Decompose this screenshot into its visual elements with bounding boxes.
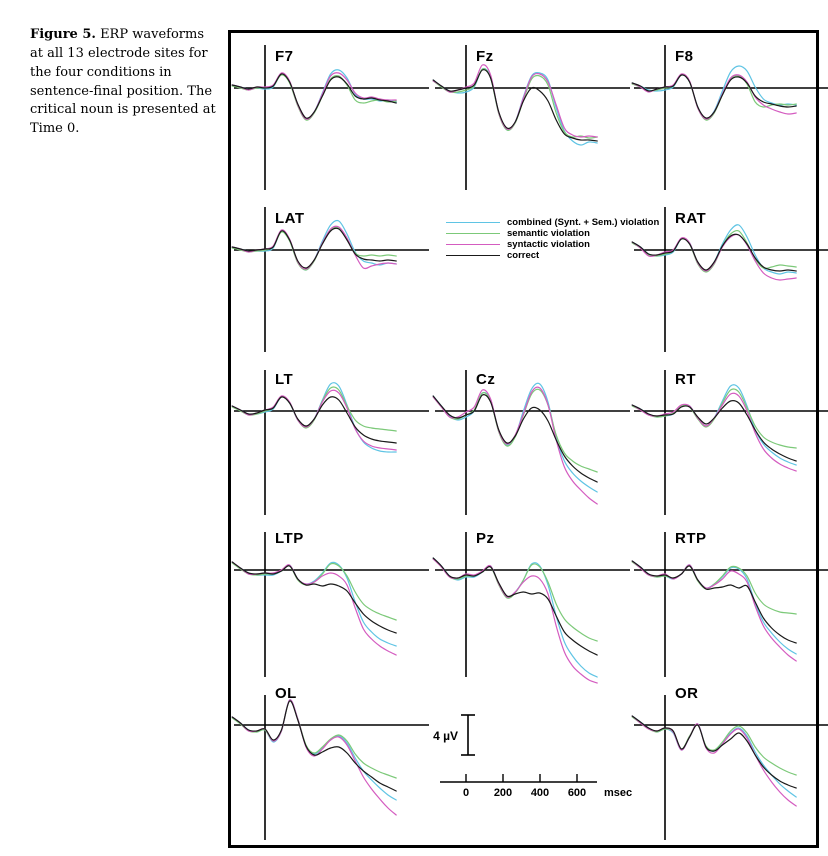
- legend-line-swatch-syntactic: [446, 244, 500, 245]
- erp-panel-plot-Cz: [432, 358, 632, 520]
- electrode-label-RTP: RTP: [675, 530, 707, 547]
- electrode-label-RAT: RAT: [675, 210, 707, 227]
- electrode-label-LT: LT: [275, 371, 294, 388]
- time-tick-label-200: 200: [493, 787, 513, 799]
- waveform-correct-OL: [232, 701, 396, 791]
- waveform-correct-RTP: [632, 561, 796, 643]
- waveform-syntactic-LTP: [232, 562, 396, 655]
- waveform-combined-LT: [232, 383, 396, 452]
- figure-caption: [30, 26, 220, 139]
- time-tick-label-0: 0: [462, 787, 470, 799]
- erp-panel-plot-LT: [231, 358, 431, 520]
- waveform-correct-F7: [232, 74, 396, 118]
- erp-panel-F7: [231, 33, 431, 195]
- erp-panel-RT: [631, 358, 828, 520]
- electrode-label-Fz: Fz: [476, 48, 494, 65]
- erp-panel-Pz: [432, 520, 632, 682]
- erp-figure-frame: [228, 30, 819, 848]
- legend-item-correct: [446, 250, 659, 261]
- time-unit-label: msec: [604, 787, 633, 799]
- legend-label-semantic: semantic violation: [507, 227, 590, 239]
- electrode-label-OR: OR: [675, 685, 699, 702]
- waveform-correct-F8: [632, 75, 796, 118]
- waveform-correct-OR: [632, 716, 796, 788]
- erp-panel-OL: [231, 683, 431, 845]
- waveform-semantic-LT: [232, 387, 396, 431]
- erp-panel-plot-F7: [231, 33, 431, 195]
- erp-panel-plot-LAT: [231, 195, 431, 357]
- figure-caption-text: ERP waveforms at all 13 electrode sites for the four conditions in sentence-final position. The critical noun is presented at Time 0.: [30, 27, 216, 137]
- waveform-combined-RTP: [632, 561, 796, 654]
- erp-panel-plot-RAT: [631, 195, 828, 357]
- waveform-syntactic-OR: [632, 716, 796, 806]
- legend-line-swatch-semantic: [446, 233, 500, 234]
- time-tick-label-600: 600: [567, 787, 587, 799]
- waveform-combined-Pz: [433, 558, 597, 677]
- legend-line-swatch-combined: [446, 222, 500, 223]
- electrode-label-Pz: Pz: [476, 530, 495, 547]
- erp-panel-LAT: [231, 195, 431, 357]
- electrode-label-F7: F7: [275, 48, 294, 65]
- electrode-label-RT: RT: [675, 371, 696, 388]
- erp-panel-plot-F8: [631, 33, 828, 195]
- waveform-combined-OL: [232, 700, 396, 800]
- waveform-combined-OR: [632, 716, 796, 797]
- electrode-label-LAT: LAT: [275, 210, 305, 227]
- waveform-semantic-F8: [632, 75, 796, 120]
- waveform-semantic-OL: [232, 701, 396, 778]
- erp-panel-Fz: [432, 33, 632, 195]
- waveform-semantic-Fz: [433, 69, 597, 138]
- waveform-syntactic-RT: [632, 393, 796, 471]
- erp-panel-plot-RTP: [631, 520, 828, 682]
- legend-item-syntactic: [446, 239, 659, 250]
- waveform-correct-LT: [232, 397, 396, 443]
- waveform-syntactic-Fz: [433, 65, 597, 137]
- waveform-correct-LTP: [232, 562, 396, 633]
- waveform-correct-Pz: [433, 558, 597, 655]
- legend-item-semantic: [446, 228, 659, 239]
- erp-panel-RTP: [631, 520, 828, 682]
- waveform-combined-RT: [632, 385, 796, 465]
- electrode-label-Cz: Cz: [476, 371, 496, 388]
- erp-panel-F8: [631, 33, 828, 195]
- amplitude-scale-label: 4 µV: [433, 729, 458, 743]
- waveform-correct-Fz: [433, 70, 597, 141]
- waveform-semantic-Cz: [433, 389, 597, 472]
- erp-panel-plot-OL: [231, 683, 431, 845]
- erp-panel-plot-OR: [631, 683, 828, 845]
- erp-panel-LT: [231, 358, 431, 520]
- waveform-correct-Cz: [433, 395, 597, 482]
- erp-panel-plot-RT: [631, 358, 828, 520]
- erp-panel-plot-Fz: [432, 33, 632, 195]
- legend-item-combined: [446, 217, 659, 228]
- waveform-semantic-LTP: [232, 563, 396, 620]
- electrode-label-LTP: LTP: [275, 530, 304, 547]
- electrode-label-OL: OL: [275, 685, 297, 702]
- erp-panel-Cz: [432, 358, 632, 520]
- waveform-semantic-Pz: [433, 559, 597, 641]
- legend-line-swatch-correct: [446, 255, 500, 256]
- waveform-combined-LAT: [232, 221, 396, 270]
- scale-and-time-axis: [432, 683, 632, 845]
- erp-panel-OR: [631, 683, 828, 845]
- waveform-syntactic-OL: [232, 700, 396, 815]
- erp-panel-plot-LTP: [231, 520, 431, 682]
- waveform-syntactic-Cz: [433, 387, 597, 504]
- erp-panel-plot-Pz: [432, 520, 632, 682]
- legend-label-combined: combined (Synt. + Sem.) violation: [507, 216, 660, 228]
- erp-panel-RAT: [631, 195, 828, 357]
- condition-legend: [446, 217, 659, 261]
- legend-label-correct: correct: [507, 249, 540, 261]
- electrode-label-F8: F8: [675, 48, 694, 65]
- time-tick-label-400: 400: [530, 787, 550, 799]
- legend-label-syntactic: syntactic violation: [507, 238, 590, 250]
- erp-panel-LTP: [231, 520, 431, 682]
- scale-time-axis-plot: [432, 683, 632, 845]
- figure-caption-number: Figure 5.: [30, 27, 96, 42]
- waveform-combined-Fz: [433, 68, 597, 145]
